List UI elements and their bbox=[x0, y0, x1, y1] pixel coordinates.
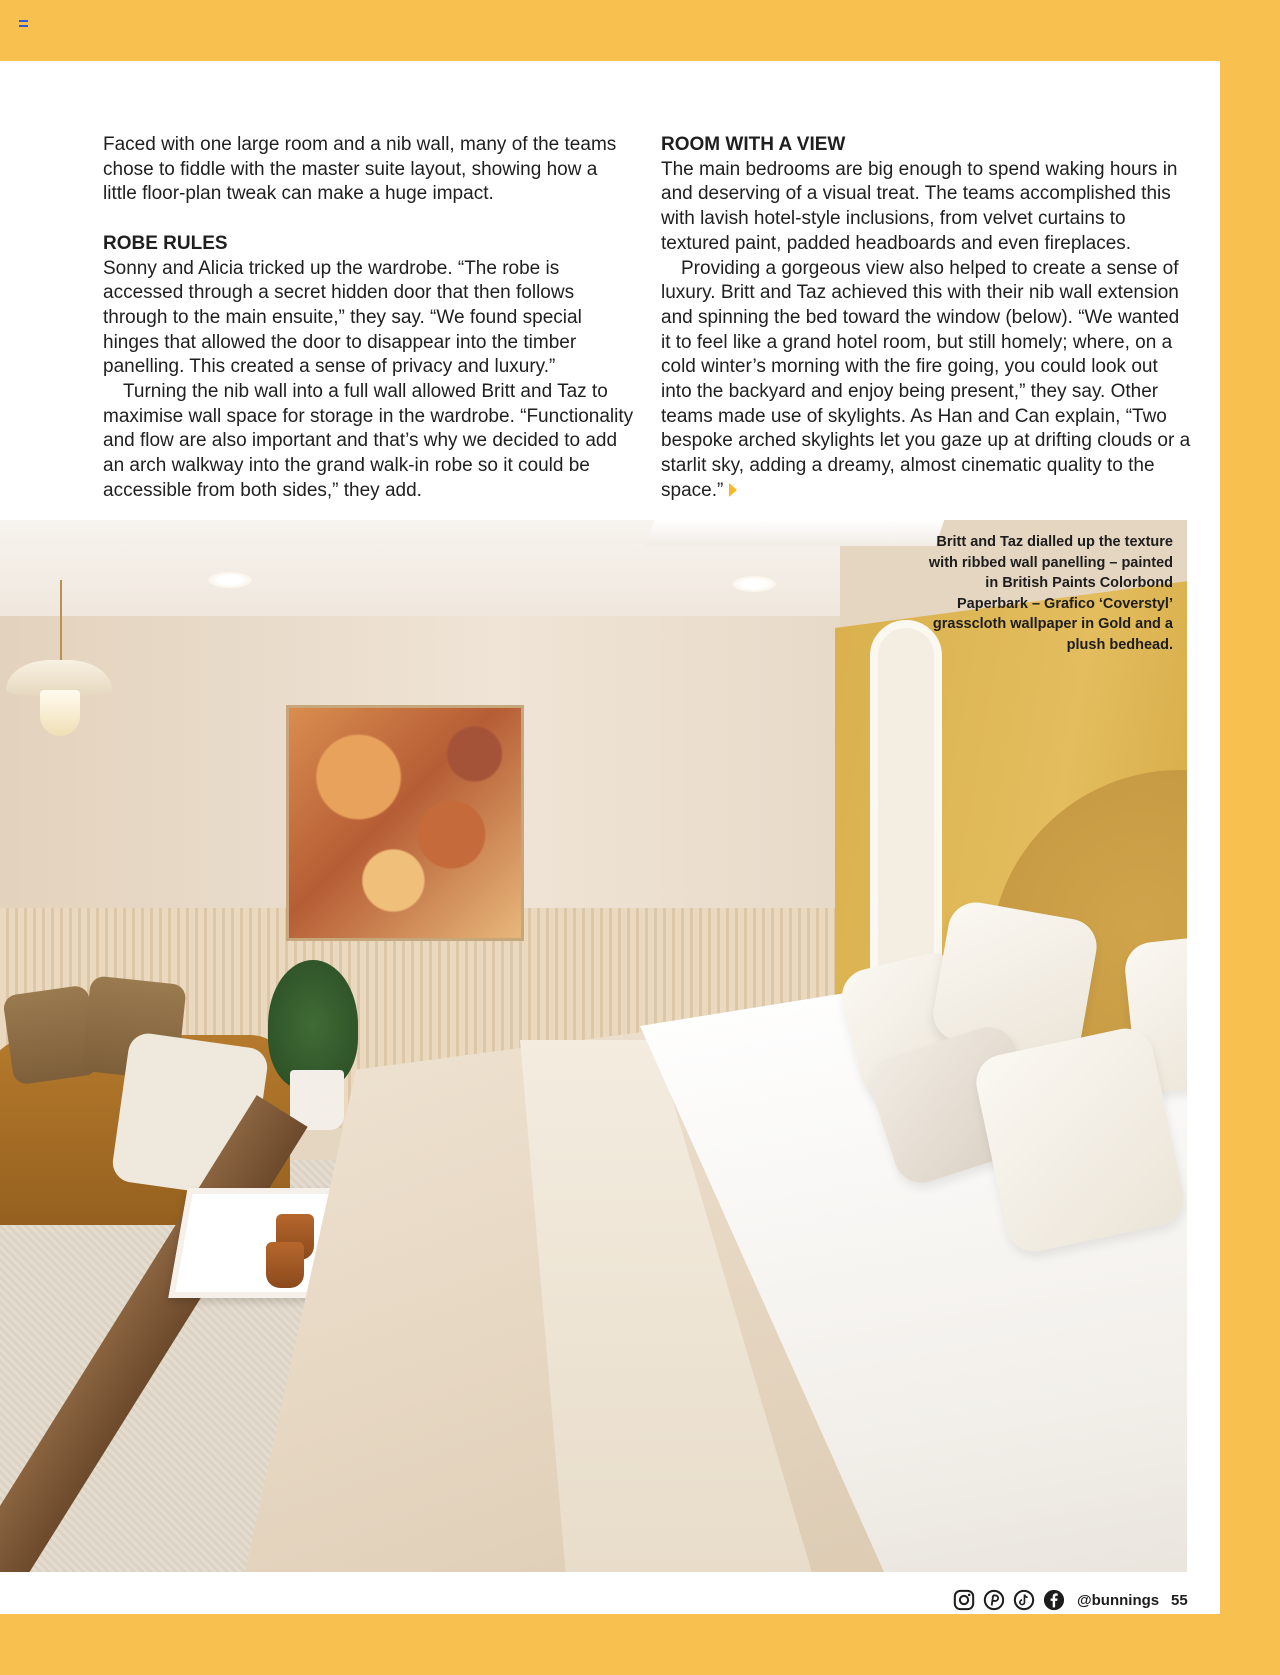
downlight bbox=[208, 572, 252, 588]
room-view-paragraph-2-text: Providing a gorgeous view also helped to create a sense of luxury. Britt and Taz achieved this with their nib wall extension and spinning the bed toward the window (below). “We wanted it to feel like a grand hotel room, but still homely; where, on a cold winter’s morning with the fire going, you could look out into the backyard and enjoy being present,” they say. Other teams made use of skylights. As Han and Can explain, “Two bespoke arched skylights let you gaze up at drifting clouds or a starlit sky, adding a dreamy, almost cinematic quality to the space.” bbox=[661, 257, 1191, 501]
bedroom-photo bbox=[0, 520, 1187, 1572]
downlight bbox=[732, 576, 776, 592]
room-view-paragraph-1: The main bedrooms are big enough to spend waking hours in and deserving of a visual treat. The teams accomplished this with lavish hotel-style inclusions, from velvet curtains to textured paint, padded headboards and even fireplaces. bbox=[661, 158, 1178, 254]
ceramic-mug bbox=[266, 1242, 304, 1288]
robe-rules-heading: ROBE RULES bbox=[103, 232, 228, 254]
social-links bbox=[953, 1589, 1159, 1611]
page-number: 55 bbox=[1171, 1592, 1188, 1609]
menu-icon[interactable] bbox=[19, 20, 28, 27]
floral-artwork bbox=[286, 705, 524, 941]
pendant-light-glass bbox=[40, 690, 80, 736]
intro-paragraph: Faced with one large room and a nib wall, many of the teams chose to fiddle with the master suite layout, showing how a little floor-plan tweak can make a huge impact. bbox=[103, 134, 617, 205]
room-view-paragraph-2 bbox=[661, 257, 1191, 504]
robe-rules-paragraph-1: Sonny and Alicia tricked up the wardrobe. “The robe is accessed through a secret hidden door that then follows through to the main ensuite,” they say. “We found special hinges that allowed the door to disappear into the timber panelling. This created a sense of privacy and luxury.” bbox=[103, 257, 582, 378]
facebook-icon[interactable] bbox=[1043, 1589, 1065, 1611]
right-column bbox=[661, 133, 1191, 504]
end-of-article-icon bbox=[729, 483, 737, 497]
room-with-a-view-heading: ROOM WITH A VIEW bbox=[661, 134, 846, 155]
pinterest-icon[interactable] bbox=[983, 1589, 1005, 1611]
skylight bbox=[646, 520, 944, 546]
social-handle[interactable]: @bunnings bbox=[1077, 1591, 1160, 1609]
photo-caption: Britt and Taz dialled up the texture with ribbed wall panelling – painted in British Paints Colorbond Paperbark – Grafico ‘Coverstyl’ grasscloth wallpaper in Gold and a plush bedhead. bbox=[928, 534, 1173, 653]
pendant-cord bbox=[60, 580, 62, 660]
magazine-page bbox=[0, 61, 1220, 1614]
robe-rules-paragraph-2: Turning the nib wall into a full wall allowed Britt and Taz to maximise wall space for storage in the wardrobe. “Functionality and flow are also important and that’s why we decided to add an arch walkway into the grand walk-in robe so it could be accessible from both sides,” they add. bbox=[103, 381, 634, 501]
tiktok-icon[interactable] bbox=[1013, 1589, 1035, 1611]
left-column bbox=[103, 133, 635, 504]
instagram-icon[interactable] bbox=[953, 1589, 975, 1611]
